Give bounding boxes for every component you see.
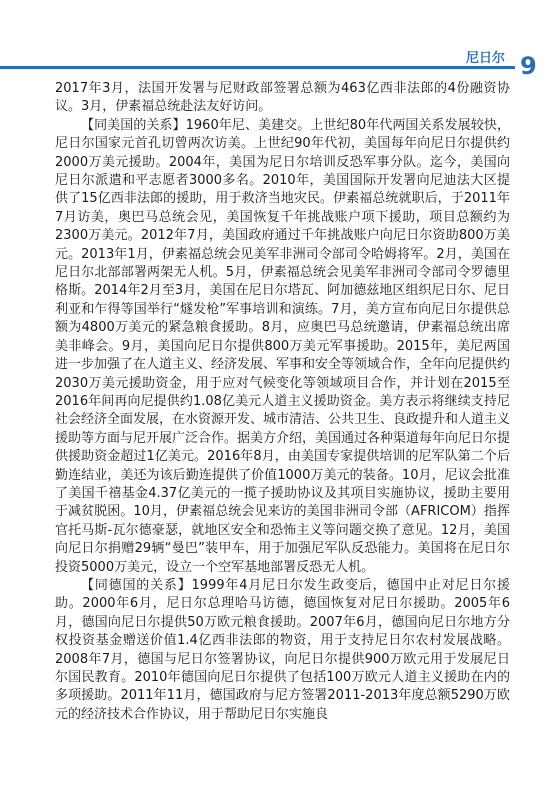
page-body xyxy=(55,80,510,724)
page-number: 9 xyxy=(520,52,537,80)
paragraph-france-continued: 2017年3月，法国开发署与尼财政部签署总额为463亿西非法郎的4份融资协议。3月，伊素福总统赴法友好访问。 xyxy=(55,81,510,115)
paragraph-germany-relations: 【同德国的关系】1999年4月尼日尔发生政变后，德国中止对尼日尔援助。2000年6月，尼日尔总理哈马访德，德国恢复对尼日尔援助。2005年6月，德国向尼日尔提供50万欧元粮食援助。2007年6月，德国向尼日尔地方分权投资基金赠送价值1.4亿西非法郎的物资，用于支持尼日尔农村发展战略。2008年7月，德国与尼日尔签署协议，向尼日尔提供900万欧元用于发展尼日尔国民教育。2010年德国向尼日尔提供了包括100万欧元人道主义援助在内的多项援助。2011年11月，德国政府与尼方签署2011-2013年度总额5290万欧元的经济技术合作协议，用于帮助尼日尔实施良 xyxy=(55,577,510,722)
running-header-title: 尼日尔 xyxy=(466,51,506,66)
paragraph-us-relations: 【同美国的关系】1960年尼、美建交。上世纪80年代两国关系发展较快，尼日尔国家元首孔切曾两次访美。上世纪90年代初，美国每年向尼日尔提供约2000万美元援助。2004年，美国为尼日尔培训反恐军事分队。迄今，美国向尼日尔派遣和平志愿者3000多名。2010年，美国国际开发署向尼迪法大区提供了15亿西非法郎的援助，用于救济当地灾民。伊素福总统就职后，于2011年7月访美，奥巴马总统会见，美国恢复千年挑战账户项下援助，项目总额约为2300万美元。2012年7月，美国政府通过千年挑战账户向尼日尔资助800万美元。2013年1月，伊素福总统会见美军非洲司令部司令哈姆将军。2月，美国在尼日尔北部部署两架无人机。5月，伊素福总统会见美军非洲司令部司令罗德里格斯。2014年2月至3月，美国在尼日尔塔瓦、阿加德兹地区组织尼日尔、尼日利亚和乍得等国举行“燧发枪”军事培训和演练。7月，美方宣布向尼日尔提供总额为4800万美元的紧急粮食援助。8月，应奥巴马总统邀请，伊素福总统出席美非峰会。9月，美国向尼日尔提供800万美元军事援助。2015年，美尼两国进一步加强了在人道主义、经济发展、军事和安全等领域合作，全年向尼提供约2030万美元援助资金，用于应对气候变化等领域项目合作，并计划在2015至2016年间再向尼提供约1.08亿美元人道主义援助资金。美方表示将继续支持尼社会经济全面发展，在水资源开发、城市清洁、公共卫生、良政提升和人道主义援助等方面与尼开展广泛合作。据美方介绍，美国通过各种渠道每年向尼日尔提供援助资金超过1亿美元。2016年8月，由美国专家提供培训的尼军队第二个后勤连结业，美还为该后勤连提供了价值1000万美元的装备。10月，尼议会批准了美国千禧基金4.37亿美元的一揽子援助协议及其项目实施协议，援助主要用于减贫脱困。10月，伊素福总统会见来访的美国非洲司令部（AFRICOM）指挥官托马斯-瓦尔德豪瑟，就地区安全和恐怖主义等问题交换了意见。12月，美国向尼日尔捐赠29辆“曼巴”装甲车，用于加强尼军队反恐能力。美国将在尼日尔投资5000万美元，设立一个空军基地部署反恐无人机。 xyxy=(55,117,511,575)
header-divider xyxy=(0,66,515,69)
